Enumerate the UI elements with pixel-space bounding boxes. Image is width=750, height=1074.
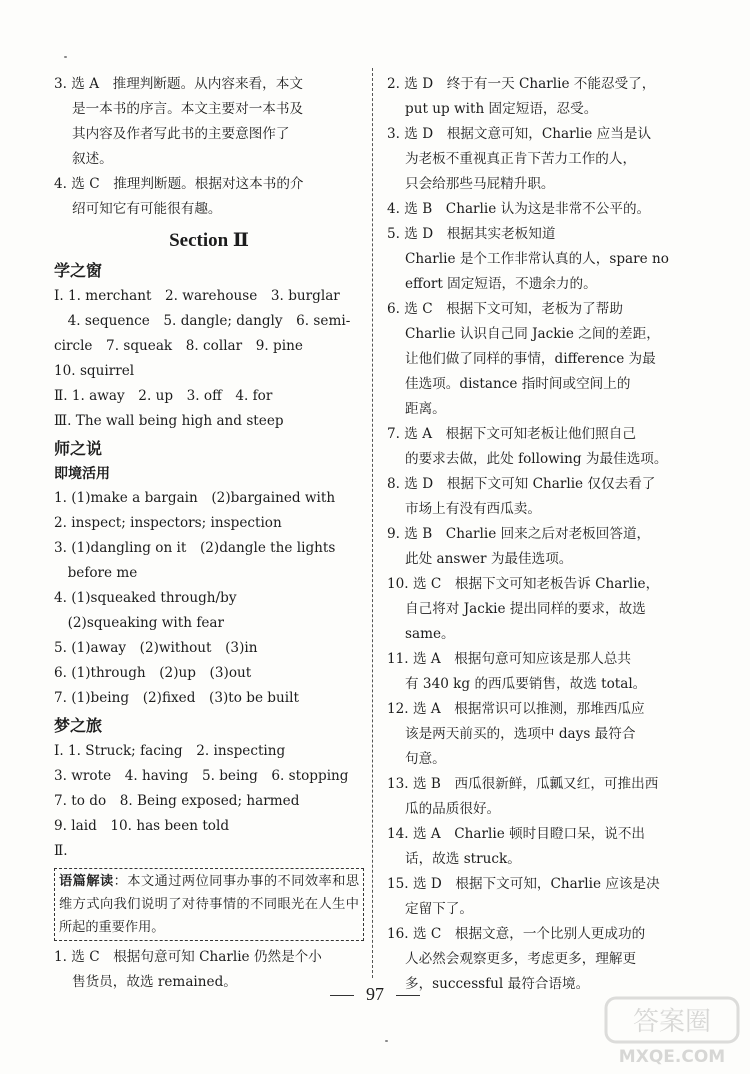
passage-analysis-text: ：本文通过两位同事办事的不同效率和思维方式向我们说明了对待事情的不同眼光在人生中所起的重要作用。 — [59, 874, 360, 935]
answer-item — [387, 697, 700, 772]
answer-line: 15. 选 D 根据下文可知，Charlie 应该是决 — [387, 876, 660, 892]
subheading-jijinghuoyong: 即境活用 — [54, 466, 110, 482]
answer-line: 12. 选 A 根据常识可以推测，那堆西瓜应 — [387, 701, 645, 717]
answer-line: Ⅲ. The wall being high and steep — [54, 413, 284, 429]
heading-mengzhilv: 梦之旅 — [54, 716, 103, 735]
answer-line: before me — [54, 565, 138, 581]
answer-line: 3. (1)dangling on it (2)dangle the lights — [54, 540, 336, 556]
answer-line: 4. 选 B Charlie 认为这是非常不公平的。 — [387, 201, 651, 217]
answer-line: 4. sequence 5. dangle; dangly 6. semi- — [54, 313, 351, 329]
answer-line: 自己将对 Jackie 提出同样的要求，故选 — [405, 601, 646, 617]
answer-line: 市场上有没有西瓜卖。 — [405, 501, 541, 517]
column-divider — [372, 68, 373, 978]
answer-line: 2. 选 D 终于有一天 Charlie 不能忍受了， — [387, 76, 656, 92]
xuezhichuang-answers — [54, 284, 364, 434]
heading-xuezhichuang: 学之窗 — [54, 261, 103, 280]
passage-analysis-label: 语篇解读 — [59, 874, 114, 889]
answer-line: 是一本书的序言。本文主要对一本书及 — [72, 101, 304, 117]
answer-item — [387, 297, 700, 422]
answer-line: 为老板不重视真正肯下苦力工作的人， — [405, 151, 637, 167]
shizhishuo-answers — [54, 486, 364, 711]
passage-analysis-box — [54, 868, 364, 941]
answer-line: 9. laid 10. has been told — [54, 818, 230, 834]
answer-line: 售货员，故选 remained。 — [72, 974, 237, 990]
answer-line: 6. 选 C 根据下文可知，老板为了帮助 — [387, 301, 623, 317]
answer-line: same。 — [405, 626, 455, 642]
answer-line: 该是两天前买的，选项中 days 最符合 — [405, 726, 636, 742]
answer-line: 14. 选 A Charlie 顿时目瞪口呆，说不出 — [387, 826, 646, 842]
answer-item — [387, 222, 700, 297]
mengzhilv-answers — [54, 739, 364, 864]
answer-item — [387, 522, 700, 572]
answer-item — [387, 647, 700, 697]
watermark-bottom: MXQE.COM — [618, 1047, 726, 1067]
answer-line: 7. to do 8. Being exposed; harmed — [54, 793, 300, 809]
answer-line: effort 固定短语，不遗余力的。 — [405, 276, 597, 292]
answer-item — [387, 822, 700, 872]
answer-line: 4. 选 C 推理判断题。根据对这本书的介 — [54, 176, 304, 192]
answer-line: 有 340 kg 的西瓜要销售，故选 total。 — [405, 676, 647, 692]
watermark-top: 答案圈 — [632, 1007, 712, 1037]
answer-line: 其内容及作者写此书的主要意图作了 — [72, 126, 290, 142]
answer-line: circle 7. squeak 8. collar 9. pine — [54, 338, 303, 354]
heading-shizhishuo: 师之说 — [54, 439, 103, 458]
left-column — [54, 72, 364, 995]
left-intro-answers — [54, 72, 364, 222]
answer-line: put up with 固定短语，忍受。 — [405, 101, 598, 117]
answer-line: Charlie 认识自己同 Jackie 之间的差距， — [405, 326, 660, 342]
answer-line: 瓜的品质很好。 — [405, 801, 501, 817]
answer-line: Ⅰ. 1. merchant 2. warehouse 3. burglar — [54, 288, 340, 304]
answer-line: 叙述。 — [72, 151, 113, 167]
answer-line: 2. inspect; inspectors; inspection — [54, 515, 282, 531]
page-number-text: 97 — [366, 984, 384, 1004]
answer-item — [387, 772, 700, 822]
answer-line: 5. 选 D 根据其实老板知道 — [387, 226, 556, 242]
page-number-dash-left — [330, 995, 354, 996]
answer-item — [387, 572, 700, 647]
answer-line: 6. (1)through (2)up (3)out — [54, 665, 252, 681]
answer-line: 3. 选 D 根据文意可知，Charlie 应当是认 — [387, 126, 652, 142]
page-number-dash-right — [396, 995, 420, 996]
answer-line: 话，故选 struck。 — [405, 851, 521, 867]
section-title: Section Ⅱ — [169, 230, 249, 251]
answer-line: 9. 选 B Charlie 回来之后对老板回答道， — [387, 526, 651, 542]
answer-line: 此处 answer 为最佳选项。 — [405, 551, 573, 567]
answer-line: 绍可知它有可能很有趣。 — [72, 201, 222, 217]
answer-line: 8. 选 D 根据下文可知 Charlie 仅仅去看了 — [387, 476, 656, 492]
answer-line: 10. 选 C 根据下文可知老板告诉 Charlie， — [387, 576, 660, 592]
answer-line: Ⅱ. 1. away 2. up 3. off 4. for — [54, 388, 273, 404]
answer-line: Ⅰ. 1. Struck; facing 2. inspecting — [54, 743, 286, 759]
answer-line: 11. 选 A 根据句意可知应该是那人总共 — [387, 651, 631, 667]
answer-line: 定留下了。 — [405, 901, 473, 917]
answer-line: Ⅱ. — [54, 843, 68, 859]
scan-speck — [385, 1040, 388, 1042]
right-column — [387, 72, 700, 997]
answer-item — [54, 72, 364, 172]
answer-line: 的要求去做，此处 following 为最佳选项。 — [405, 451, 668, 467]
answer-line: 13. 选 B 西瓜很新鲜，瓜瓤又红，可推出西 — [387, 776, 659, 792]
answer-item — [387, 422, 700, 472]
answer-item — [387, 197, 700, 222]
answer-line: 3. wrote 4. having 5. being 6. stopping — [54, 768, 349, 784]
scan-speck — [64, 56, 67, 58]
answer-item — [387, 122, 700, 197]
answer-line: 只会给那些马屁精升职。 — [405, 176, 555, 192]
answer-line: 7. 选 A 根据下文可知老板让他们照自己 — [387, 426, 636, 442]
answer-line: 10. squirrel — [54, 363, 135, 379]
answer-item — [387, 472, 700, 522]
answer-line: Charlie 是个工作非常认真的人，spare no — [405, 251, 669, 267]
answer-item — [387, 72, 700, 122]
answer-line: 让他们做了同样的事情，difference 为最 — [405, 351, 656, 367]
answer-line: 人必然会观察更多，考虑更多，理解更 — [405, 951, 637, 967]
watermark-logo — [602, 996, 742, 1068]
answer-line: 4. (1)squeaked through/by — [54, 590, 237, 606]
answer-line: 1. 选 C 根据句意可知 Charlie 仍然是个小 — [54, 949, 322, 965]
answer-item — [387, 872, 700, 922]
answer-line: 7. (1)being (2)fixed (3)to be built — [54, 690, 299, 706]
answer-line: 佳选项。distance 指时间或空间上的 — [405, 376, 631, 392]
answer-line: (2)squeaking with fear — [54, 615, 224, 631]
answer-line: 距离。 — [405, 401, 446, 417]
answer-line: 多，successful 最符合语境。 — [405, 976, 590, 992]
answer-line: 16. 选 C 根据文意，一个比别人更成功的 — [387, 926, 646, 942]
answer-line: 5. (1)away (2)without (3)in — [54, 640, 258, 656]
answer-line: 句意。 — [405, 751, 446, 767]
answer-line: 1. (1)make a bargain (2)bargained with — [54, 490, 336, 506]
answer-item — [54, 172, 364, 222]
answer-line: 3. 选 A 推理判断题。从内容来看，本文 — [54, 76, 303, 92]
